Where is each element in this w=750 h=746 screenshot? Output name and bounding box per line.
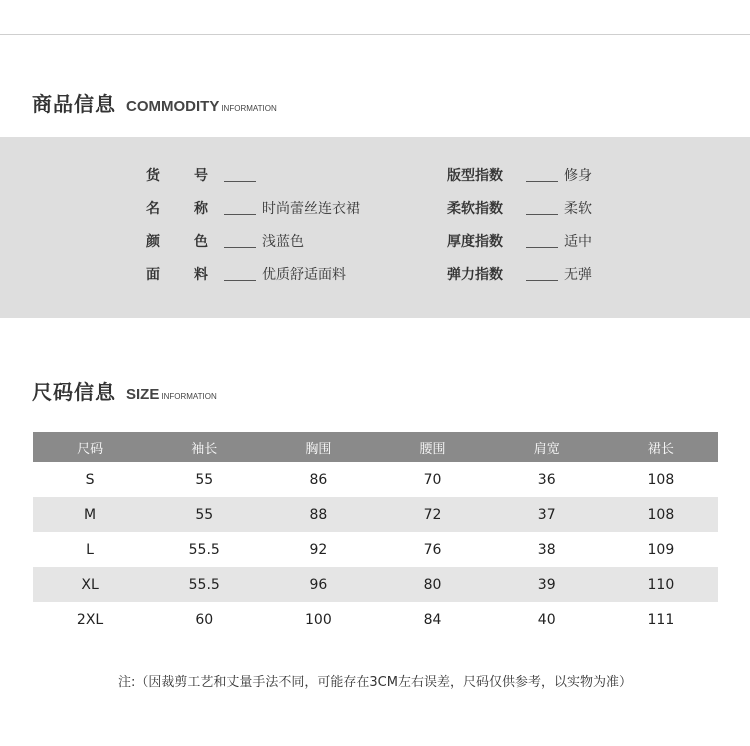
table-cell: 70 [423,471,442,488]
table-row [33,567,718,602]
size-title-cn: 尺码信息 [32,380,116,404]
commodity-title-en: COMMODITY [126,98,220,115]
info-label-char: 称 [194,201,208,217]
info-row-fit-index [447,165,647,185]
info-row-item-number [146,165,406,185]
table-cell: 55 [147,497,261,532]
table-cell: 96 [261,567,375,602]
table-header-row [33,432,718,462]
size-section-title [32,376,217,405]
info-label-char: 名 [146,201,160,217]
info-value: 优质舒适面料 [262,267,346,283]
commodity-title-cn: 商品信息 [32,92,116,116]
size-title-sub: INFORMATION [161,392,217,401]
size-title-en: SIZE [126,386,160,403]
column-header-shoulder: 肩宽 [490,432,604,462]
info-value: 适中 [564,234,592,250]
table-cell: 55 [195,471,214,488]
info-label: 弹力指数 [447,267,503,283]
table-cell: 84 [423,611,442,628]
table-cell: 88 [261,497,375,532]
table-row [33,462,718,497]
info-row-thickness-index [447,231,647,251]
table-row [33,532,718,567]
info-label-char: 颜 [146,234,160,250]
info-label-char: 面 [146,267,160,283]
blank-line [526,202,558,215]
info-value: 浅蓝色 [262,234,304,250]
column-header-length: 裙长 [604,432,718,462]
table-cell: 39 [490,567,604,602]
size-disclaimer-note: 注:（因裁剪工艺和丈量手法不同，可能存在3CM左右误差，尺码仅供参考，以实物为准） [118,675,632,690]
table-cell: 100 [305,611,332,628]
blank-line [526,235,558,248]
blank-line [526,268,558,281]
column-header-waist: 腰围 [375,432,489,462]
table-cell: 36 [537,471,556,488]
commodity-info-panel [0,137,750,318]
table-cell: 55.5 [188,541,220,558]
size-table [33,432,718,637]
info-label-char: 色 [194,234,208,250]
info-label: 厚度指数 [447,234,503,250]
info-row-elasticity-index [447,264,647,284]
top-divider [0,34,750,35]
table-row [33,497,718,532]
info-value: 时尚蕾丝连衣裙 [262,201,360,217]
info-label-char: 货 [146,168,160,184]
info-row-color [146,231,406,251]
info-label: 版型指数 [447,168,503,184]
table-cell: 37 [490,497,604,532]
table-row [33,602,718,637]
blank-line [526,169,558,182]
table-cell: 38 [537,541,556,558]
table-cell: L [86,541,94,558]
table-cell: S [85,471,95,488]
commodity-section-title [32,88,277,117]
table-cell: 86 [309,471,328,488]
table-cell: 110 [604,567,718,602]
blank-line [224,235,256,248]
info-row-name [146,198,406,218]
info-label: 柔软指数 [447,201,503,217]
blank-line [224,202,256,215]
info-label-char: 料 [194,267,208,283]
commodity-title-sub: INFORMATION [221,104,277,113]
info-value: 无弹 [564,267,592,283]
column-header-sleeve: 袖长 [147,432,261,462]
info-value: 柔软 [564,201,592,217]
table-cell: 2XL [76,611,104,628]
table-cell: 55.5 [147,567,261,602]
blank-line [224,169,256,182]
info-value: 修身 [564,168,592,184]
table-cell: XL [33,567,147,602]
table-cell: 76 [423,541,442,558]
info-label-char: 号 [194,168,208,184]
blank-line [224,268,256,281]
table-cell: 108 [604,497,718,532]
table-cell: 111 [647,611,675,628]
table-cell: 60 [195,611,214,628]
column-header-size: 尺码 [33,432,147,462]
info-row-fabric [146,264,406,284]
table-cell: 40 [537,611,556,628]
info-row-softness-index [447,198,647,218]
table-cell: 80 [375,567,489,602]
table-cell: 109 [647,541,675,558]
table-cell: 108 [647,471,675,488]
table-cell: 72 [375,497,489,532]
table-cell: 92 [309,541,328,558]
table-cell: M [33,497,147,532]
column-header-bust: 胸围 [261,432,375,462]
